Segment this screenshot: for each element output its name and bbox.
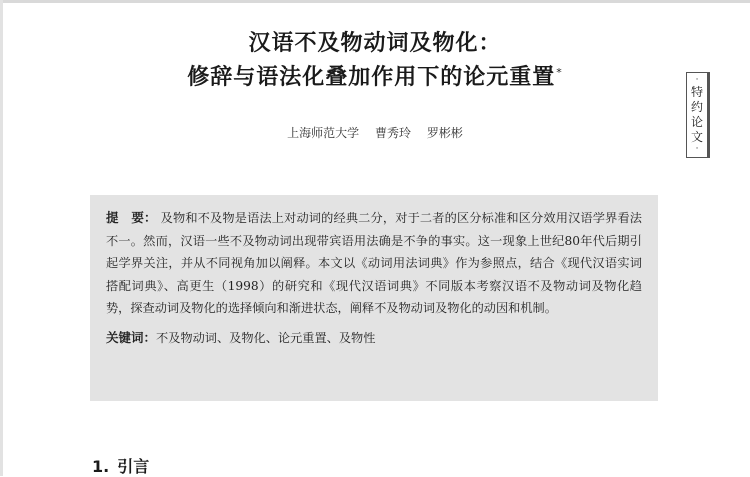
title-footnote-mark: * (556, 65, 563, 79)
tag-char-4: 文 (690, 130, 703, 144)
abstract-paragraph (106, 207, 642, 320)
section-title: 引言 (117, 457, 150, 476)
abstract-box (90, 195, 658, 401)
author-name-1: 曹秀玲 (374, 126, 411, 140)
keywords-label: 关键词： (106, 329, 157, 345)
tag-dot-bottom: · (695, 144, 699, 154)
author-line (0, 124, 750, 141)
author-name-2: 罗彬彬 (426, 126, 463, 140)
tag-char-1: 特 (690, 85, 703, 99)
abstract-text: 及物和不及物是语法上对动词的经典二分，对于二者的区分标准和区分效用汉语学界看法不一。然而，汉语一些不及物动词出现带宾语用法确是不争的事实。这一现象上世纪80年代后期引起学界关注，并从不同视角加以阐释。本文以《动词用法词典》作为参照点，结合《现代汉语实词搭配词典》、高更生（1998）的研究和《现代汉语词典》不同版本考察汉语不及物动词及物化趋势，探查动词及物化的选择倾向和渐进状态，阐释不及物动词及物化的动因和机制。 (106, 211, 642, 316)
tag-char-2: 约 (690, 100, 703, 114)
title-line-1: 汉语不及物动词及物化： (248, 31, 502, 56)
tag-char-3: 论 (690, 115, 703, 129)
keywords (106, 328, 642, 346)
keywords-text: 不及物动词、及物化、论元重置、及物性 (156, 330, 376, 345)
section-heading (92, 454, 149, 477)
author-affiliation: 上海师范大学 (287, 126, 360, 140)
section-number: 1. (92, 457, 110, 476)
title-line-2-text: 修辞与语法化叠加作用下的论元重置 (187, 65, 556, 90)
tag-dot-top: · (695, 75, 699, 85)
title-line-2 (0, 60, 750, 91)
page-edge-top (0, 0, 750, 3)
abstract-label: 提 要： (106, 210, 157, 225)
special-paper-tag (686, 72, 710, 158)
